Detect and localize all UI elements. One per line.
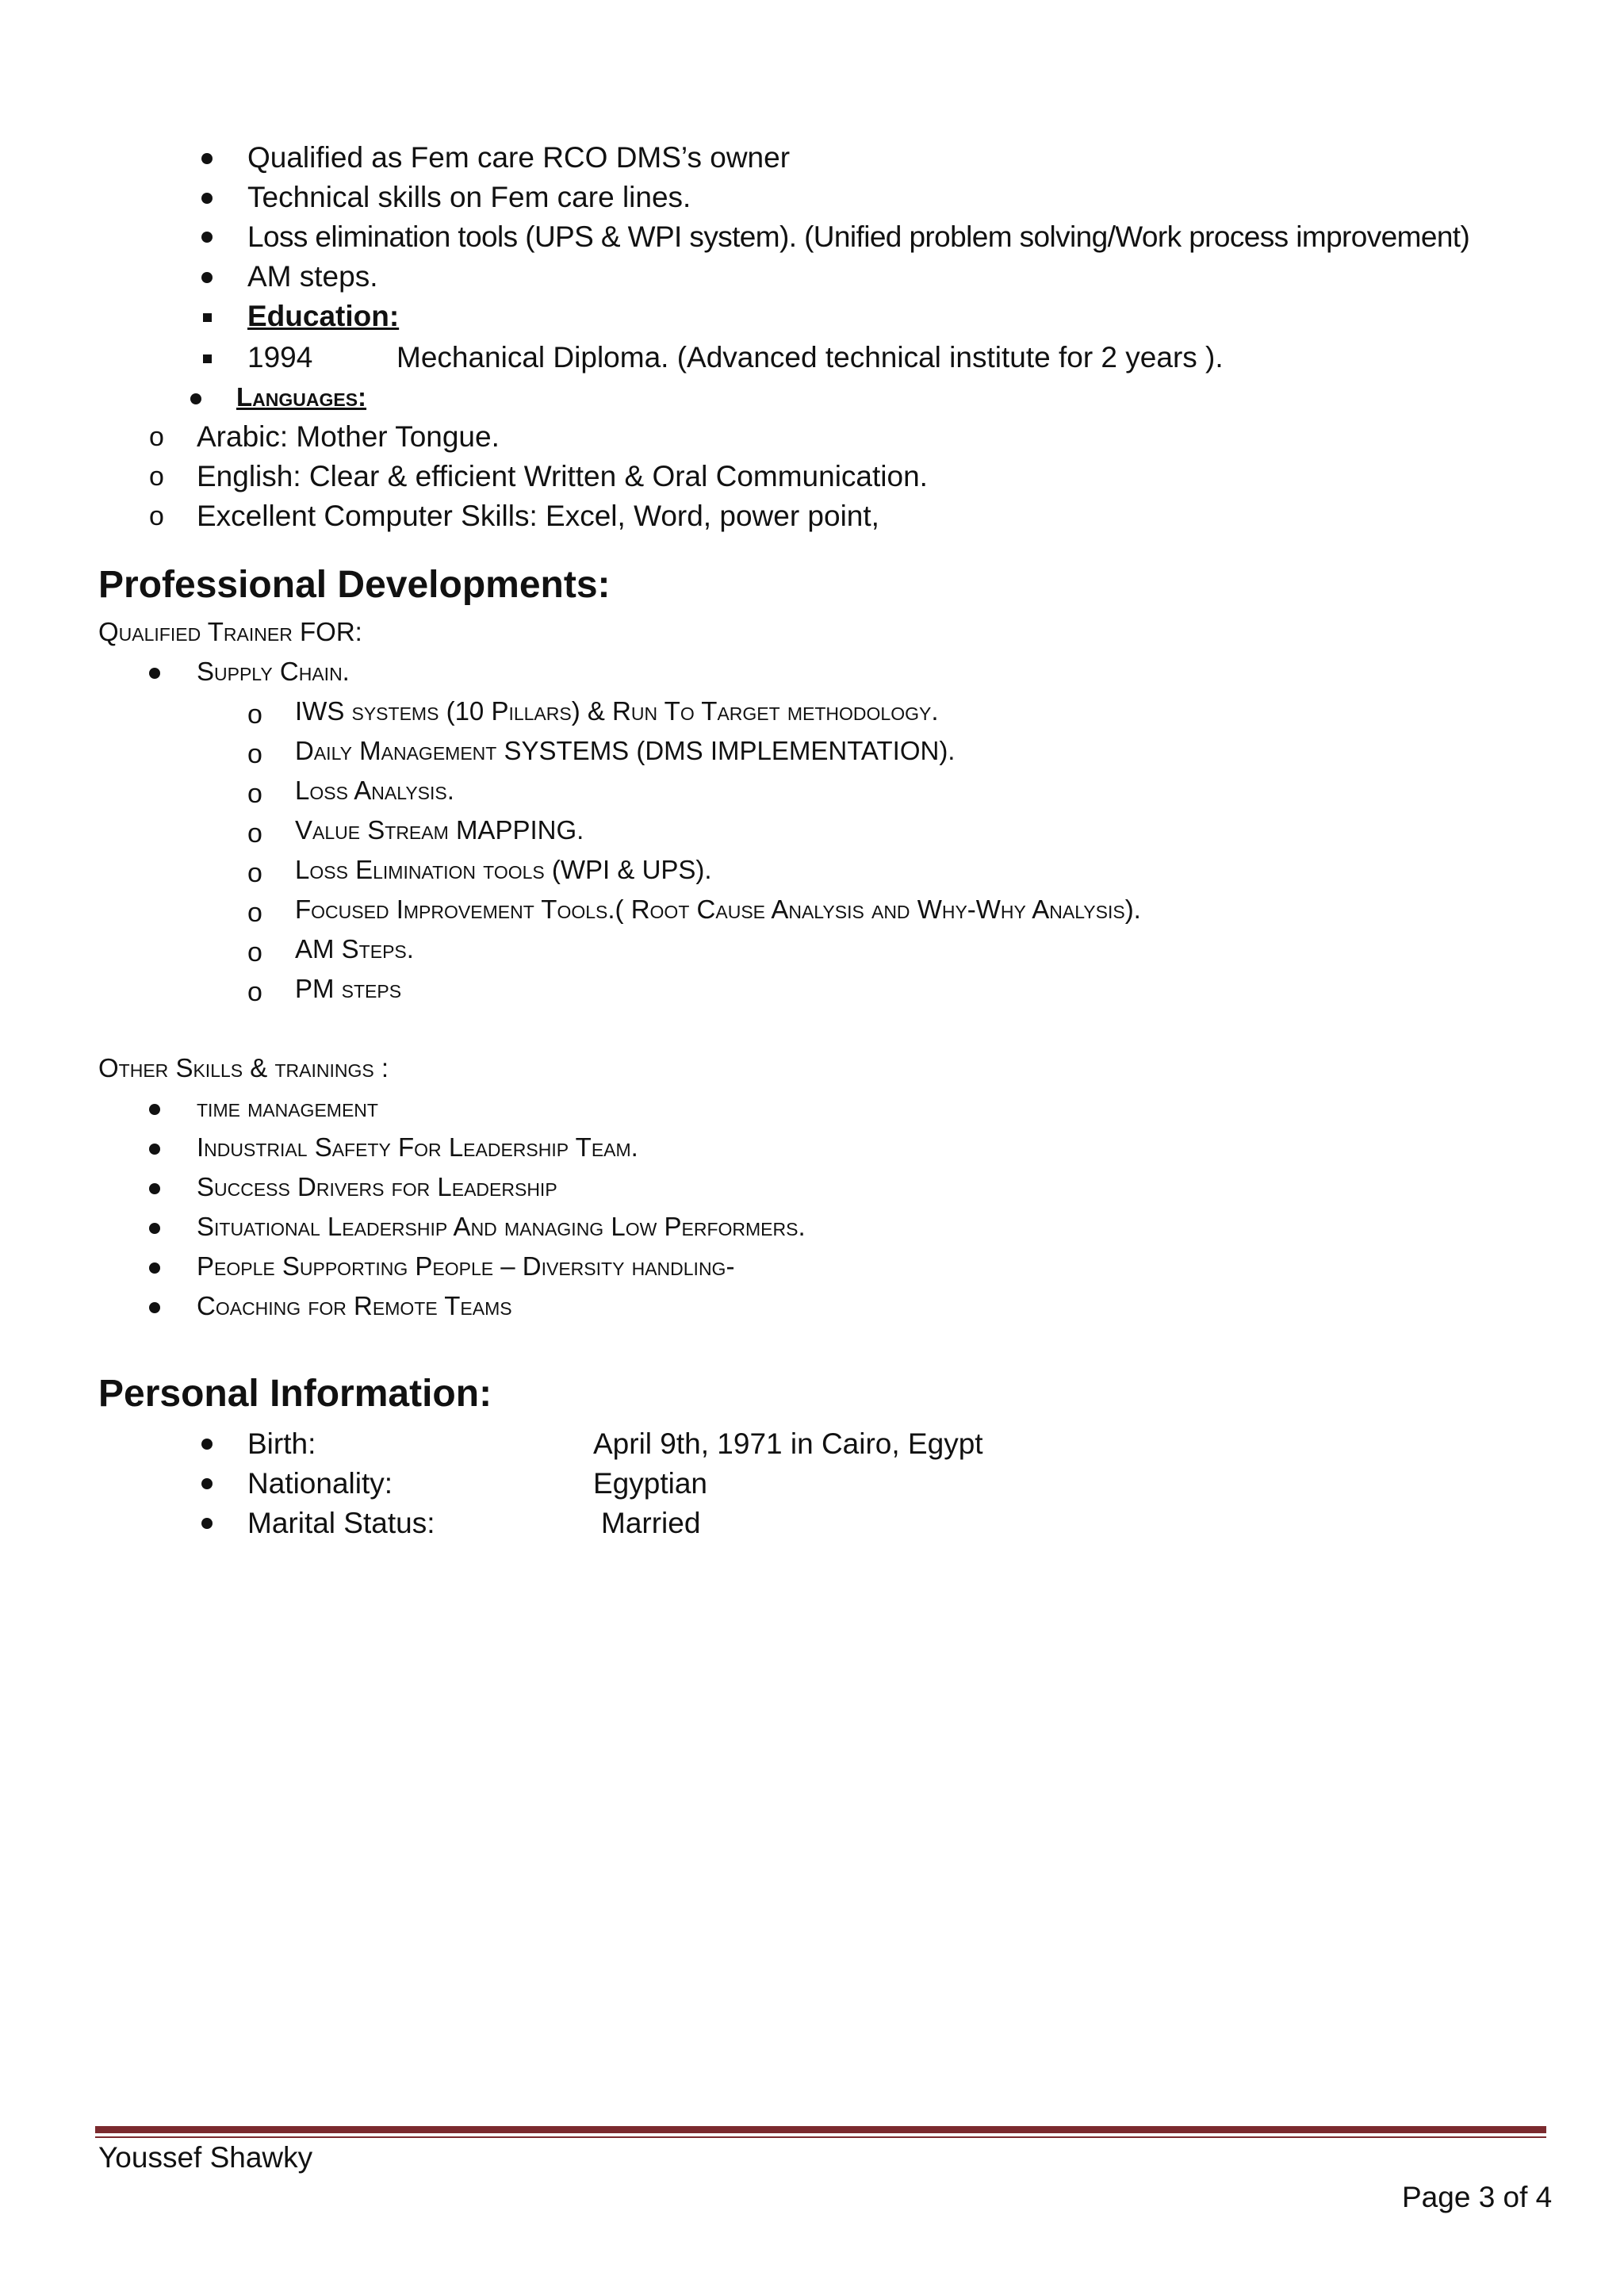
footer-rule — [95, 2126, 1546, 2133]
bullet-dot — [149, 1144, 160, 1158]
trainer-sub-item: Focused Improvement Tools.( Root Cause Analysis and Why-Why Analysis). — [295, 895, 1141, 924]
bullet-dot — [149, 1223, 160, 1237]
other-skill-item: People Supporting People – Diversity handling- — [197, 1251, 735, 1281]
personal-label: Nationality: — [247, 1467, 393, 1500]
circle-bullet: o — [247, 739, 262, 769]
footer-rule-thin — [95, 2136, 1546, 2138]
trainer-sub-item: Loss Elimination tools (WPI & UPS). — [295, 855, 712, 884]
trainer-sub-item: Loss Analysis. — [295, 776, 454, 805]
language-item: Excellent Computer Skills: Excel, Word, power point, — [197, 500, 879, 532]
trainer-sub-item: Daily Management SYSTEMS (DMS IMPLEMENTATION). — [295, 736, 956, 765]
square-bullet — [203, 312, 212, 325]
personal-label: Birth: — [247, 1427, 316, 1460]
supply-chain-item: Supply Chain. — [197, 657, 350, 686]
trainer-sub-item: PM steps — [295, 974, 402, 1003]
trainer-sub-item: IWS systems (10 Pillars) & Run To Target methodology. — [295, 696, 939, 726]
professional-heading: Professional Developments: — [98, 564, 611, 606]
bullet-dot — [201, 193, 213, 207]
bullet-dot — [149, 1104, 160, 1118]
circle-bullet: o — [247, 699, 262, 730]
top-bullet-text: Qualified as Fem care RCO DMS’s owner — [247, 141, 791, 174]
top-bullet-text: AM steps. — [247, 260, 378, 293]
professional-subheading: Qualified Trainer FOR: — [98, 617, 362, 646]
bullet-dot — [201, 153, 213, 167]
bullet-dot — [201, 272, 213, 286]
personal-value: Married — [601, 1507, 701, 1539]
bullet-dot — [149, 1183, 160, 1197]
circle-bullet: o — [247, 937, 262, 967]
education-heading: Education: — [247, 300, 400, 332]
other-skill-item: Success Drivers for Leadership — [197, 1172, 557, 1201]
language-item: English: Clear & efficient Written & Oral Communication. — [197, 460, 928, 492]
footer-name: Youssef Shawky — [98, 2141, 313, 2174]
personal-value: Egyptian — [593, 1467, 707, 1500]
languages-heading: Languages: — [236, 382, 367, 412]
other-skill-item: Industrial Safety For Leadership Team. — [197, 1132, 638, 1162]
trainer-sub-item: Value Stream MAPPING. — [295, 815, 584, 845]
other-skill-item: time management — [197, 1093, 378, 1122]
education-year: 1994 — [247, 341, 313, 374]
circle-bullet: o — [247, 779, 262, 809]
circle-bullet: o — [247, 977, 262, 1007]
other-skill-item: Coaching for Remote Teams — [197, 1291, 512, 1320]
bullet-dot — [149, 1262, 160, 1277]
square-bullet — [203, 354, 212, 366]
trainer-sub-item: AM Steps. — [295, 934, 414, 964]
language-item: Arabic: Mother Tongue. — [197, 420, 500, 453]
circle-bullet: o — [247, 858, 262, 888]
education-detail: Mechanical Diploma. (Advanced technical institute for 2 years ). — [396, 341, 1224, 374]
bullet-dot — [149, 668, 160, 682]
circle-bullet: o — [149, 501, 164, 531]
bullet-dot — [201, 1518, 213, 1532]
bullet-dot — [149, 1302, 160, 1316]
circle-bullet: o — [247, 818, 262, 849]
other-skill-item: Situational Leadership And managing Low Performers. — [197, 1212, 806, 1241]
circle-bullet: o — [149, 462, 164, 492]
top-bullet-text: Technical skills on Fem care lines. — [247, 181, 691, 213]
bullet-dot — [201, 1439, 213, 1453]
personal-value: April 9th, 1971 in Cairo, Egypt — [593, 1427, 983, 1460]
top-bullet-text: Loss elimination tools (UPS & WPI system). (Unified problem solving/Work process improvement) — [247, 220, 1470, 253]
bullet-dot — [201, 1478, 213, 1492]
circle-bullet: o — [247, 898, 262, 928]
page-number: Page 3 of 4 — [1402, 2181, 1553, 2213]
bullet-dot — [201, 232, 213, 246]
bullet-dot — [190, 393, 201, 408]
other-skills-heading: Other Skills & trainings : — [98, 1053, 389, 1082]
circle-bullet: o — [149, 422, 164, 452]
personal-label: Marital Status: — [247, 1507, 435, 1539]
personal-heading: Personal Information: — [98, 1373, 492, 1415]
